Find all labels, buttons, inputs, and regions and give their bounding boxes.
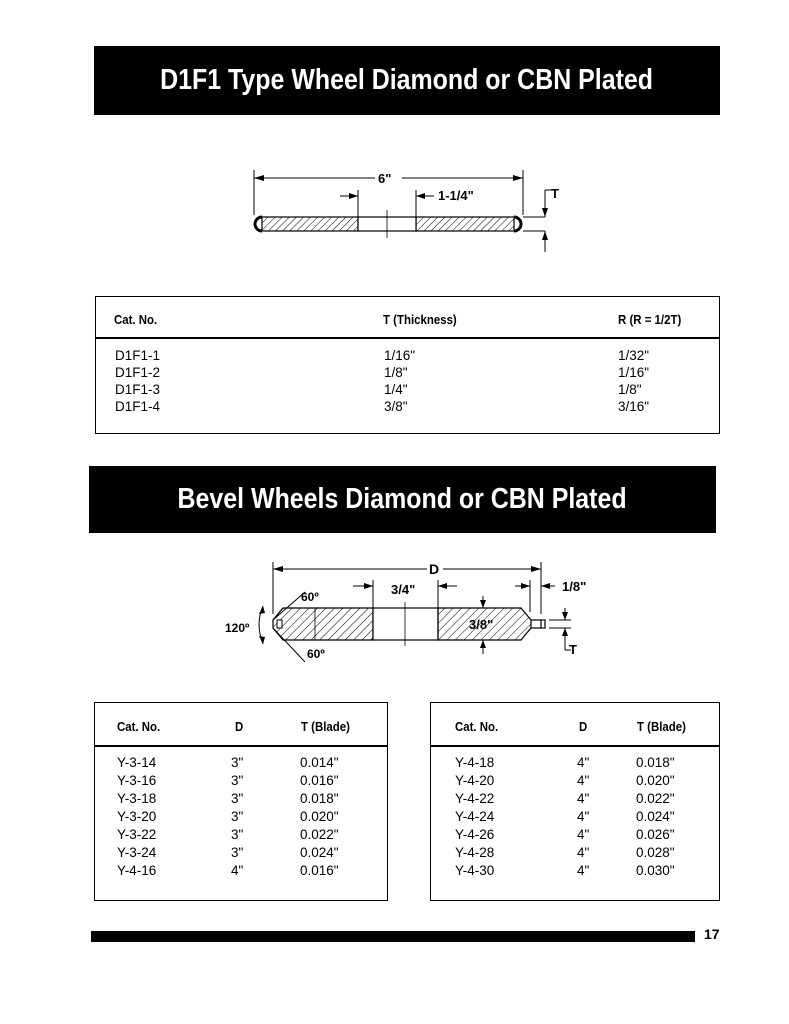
- dim-t-label: T: [551, 186, 559, 201]
- cell-t-blade: 0.030": [636, 863, 675, 878]
- col-header-cat-no: Cat. No.: [114, 312, 158, 327]
- table-row: [96, 348, 719, 365]
- table-row: [95, 863, 387, 880]
- cell-d: 4": [231, 863, 244, 878]
- col-header-thickness: T (Thickness): [383, 312, 457, 327]
- cell-cat-no: Y-4-28: [455, 845, 495, 860]
- table-row: [431, 809, 719, 826]
- cell-thickness: 1/8": [384, 365, 408, 380]
- table-row: [431, 863, 719, 880]
- bevel-spec-table-right: [430, 702, 720, 901]
- cell-t-blade: 0.024": [300, 845, 339, 860]
- col-header-cat-no: Cat. No.: [455, 719, 499, 734]
- cell-d: 4": [577, 827, 590, 842]
- cell-t-blade: 0.020": [300, 809, 339, 824]
- cell-d: 4": [577, 773, 590, 788]
- cell-t-blade: 0.018": [300, 791, 339, 806]
- cell-t-blade: 0.022": [300, 827, 339, 842]
- table-row: [96, 399, 719, 416]
- cell-cat-no: Y-4-22: [455, 791, 495, 806]
- col-header-d: D: [579, 719, 588, 734]
- cell-t-blade: 0.026": [636, 827, 675, 842]
- cell-d: 4": [577, 755, 590, 770]
- section-title-d1f1: [94, 46, 720, 115]
- dim-bore-label: 1-1/4": [438, 188, 474, 203]
- cell-d: 3": [231, 809, 244, 824]
- table-row: [96, 365, 719, 382]
- col-header-r: R (R = 1/2T): [618, 312, 682, 327]
- cell-r: 1/8": [618, 382, 642, 397]
- table-row: [431, 791, 719, 808]
- section-title-text: Bevel Wheels Diamond or CBN Plated: [177, 483, 628, 515]
- cell-cat-no: Y-3-22: [117, 827, 157, 842]
- cell-t-blade: 0.016": [300, 863, 339, 878]
- bevel-spec-table-left: [94, 702, 388, 901]
- angle-top-label: 60º: [301, 590, 319, 604]
- bevel-wheel-diagram: [225, 556, 615, 676]
- dim-outer-label: 6": [378, 171, 392, 186]
- table-row: [431, 827, 719, 844]
- cell-r: 1/32": [618, 348, 650, 363]
- cell-d: 3": [231, 827, 244, 842]
- d1f1-spec-table: [95, 296, 720, 434]
- cell-r: 3/16": [618, 399, 650, 414]
- cell-t-blade: 0.018": [636, 755, 675, 770]
- cell-cat-no: Y-4-20: [455, 773, 495, 788]
- table-row: [95, 773, 387, 790]
- cell-t-blade: 0.014": [300, 755, 339, 770]
- table-row: [431, 773, 719, 790]
- col-header-d: D: [235, 719, 244, 734]
- cell-cat-no: D1F1-1: [115, 348, 161, 363]
- table-header: [96, 297, 719, 339]
- table-row: [95, 827, 387, 844]
- cell-t-blade: 0.020": [636, 773, 675, 788]
- dim-rim-label: 1/8": [562, 579, 587, 594]
- cell-cat-no: Y-3-18: [117, 791, 157, 806]
- cell-t-blade: 0.024": [636, 809, 675, 824]
- dim-hub-label: 3/8": [469, 617, 494, 632]
- page-number: 17: [704, 926, 720, 942]
- cell-d: 3": [231, 845, 244, 860]
- dim-t-label: T: [569, 642, 577, 657]
- table-row: [431, 755, 719, 772]
- cell-cat-no: Y-4-18: [455, 755, 495, 770]
- cell-d: 4": [577, 863, 590, 878]
- cell-t-blade: 0.016": [300, 773, 339, 788]
- footer-rule: [91, 931, 695, 942]
- dim-d-label: D: [429, 561, 440, 577]
- cell-cat-no: Y-3-16: [117, 773, 157, 788]
- col-header-t-blade: T (Blade): [637, 719, 686, 734]
- cell-d: 3": [231, 791, 244, 806]
- d1f1-wheel-diagram: [240, 160, 580, 260]
- section-title-text: D1F1 Type Wheel Diamond or CBN Plated: [160, 64, 654, 96]
- table-row: [95, 791, 387, 808]
- col-header-cat-no: Cat. No.: [117, 719, 161, 734]
- cell-thickness: 3/8": [384, 399, 408, 414]
- section-title-bevel: [89, 466, 716, 533]
- cell-cat-no: Y-3-20: [117, 809, 157, 824]
- cell-t-blade: 0.022": [636, 791, 675, 806]
- cell-cat-no: Y-4-26: [455, 827, 495, 842]
- cell-cat-no: Y-4-16: [117, 863, 157, 878]
- cell-cat-no: Y-4-30: [455, 863, 495, 878]
- cell-r: 1/16": [618, 365, 650, 380]
- table-row: [431, 845, 719, 862]
- cell-cat-no: Y-3-14: [117, 755, 157, 770]
- angle-tip-label: 120º: [225, 621, 250, 635]
- cell-thickness: 1/4": [384, 382, 408, 397]
- table-row: [95, 845, 387, 862]
- cell-cat-no: D1F1-2: [115, 365, 161, 380]
- cell-t-blade: 0.028": [636, 845, 675, 860]
- angle-bottom-label: 60º: [307, 647, 325, 661]
- table-header: [431, 703, 719, 747]
- cell-d: 4": [577, 845, 590, 860]
- table-row: [96, 382, 719, 399]
- cell-d: 3": [231, 773, 244, 788]
- cell-d: 4": [577, 809, 590, 824]
- cell-d: 4": [577, 791, 590, 806]
- cell-cat-no: Y-4-24: [455, 809, 495, 824]
- table-header: [95, 703, 387, 747]
- cell-cat-no: D1F1-3: [115, 382, 161, 397]
- table-row: [95, 755, 387, 772]
- dim-bore-label: 3/4": [391, 582, 416, 597]
- cell-d: 3": [231, 755, 244, 770]
- col-header-t-blade: T (Blade): [301, 719, 350, 734]
- cell-cat-no: D1F1-4: [115, 399, 161, 414]
- cell-cat-no: Y-3-24: [117, 845, 157, 860]
- cell-thickness: 1/16": [384, 348, 416, 363]
- table-row: [95, 809, 387, 826]
